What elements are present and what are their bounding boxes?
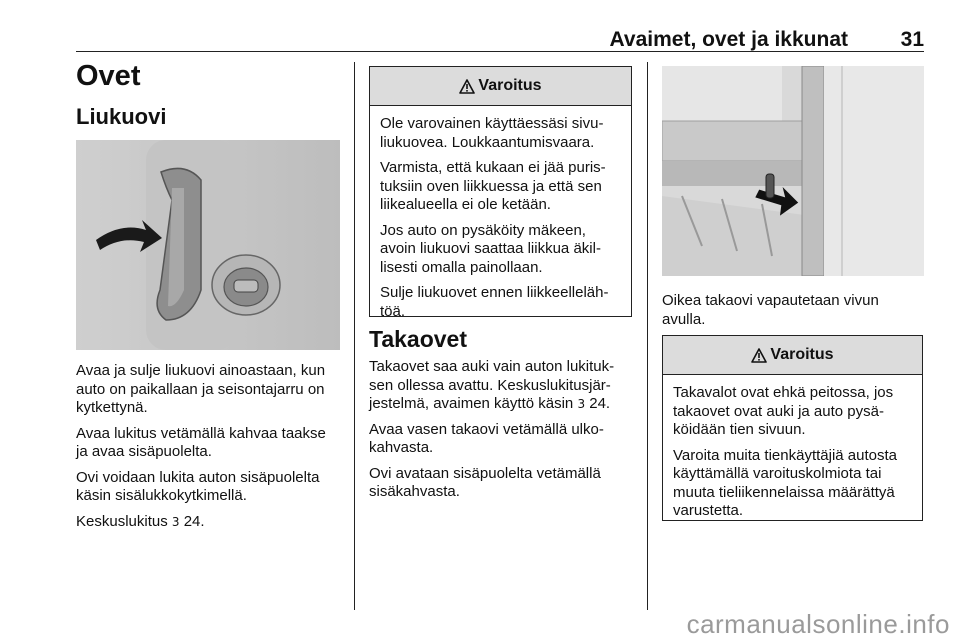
warning-box-rear-doors [662,335,923,521]
xref-symbol: 3 [171,514,180,529]
warning-paragraph: Varmista, että kukaan ei jää puristuksiin oven liikkuessa ja että sen liikealueella ei ole ketään. [380,159,606,213]
paragraph: Avaa vasen takaovi vetämällä ulkokahvasta. [369,420,604,456]
paragraph: Ovi avataan sisäpuolelta vetämällä sisäkahvasta. [369,464,601,500]
warning-triangle-icon [751,348,767,363]
page-number: 31 [900,28,924,51]
warning-paragraph: Takavalot ovat ehkä peitossa, jos takaovet ovat auki ja auto pysäköidään tien sivuun. [673,384,894,438]
paragraph: Avaa lukitus vetämällä kahvaa taakse ja avaa sisäpuolelta. [76,424,326,460]
left-text-block [76,362,340,538]
subsection-heading: Liukuovi [76,104,167,129]
subsection-heading-rear-doors: Takaovet [369,326,468,352]
warning-paragraph: Sulje liukuovet ennen liikkeellelähtöä. [380,284,609,320]
warning-header [370,67,631,106]
header-rule [76,51,924,52]
column-divider-left [354,62,355,610]
xref-page: 24. [183,512,205,530]
rear-door-lever-figure [662,66,924,276]
section-heading: Ovet [76,60,141,92]
warning-triangle-icon [459,79,475,94]
figure-caption [662,292,924,336]
page-header [76,28,924,52]
paragraph-text: Takaovet saa auki vain auton lukituksen ollessa avattu. Keskuslukitusjärjestelmä, avaimen käyttö käsin [369,358,615,412]
warning-header [663,336,922,375]
warning-paragraph: Varoita muita tienkäyttäjiä autosta käyttämällä varoituskolmiota tai muuta tieliikennelaissa määrättyä varustetta. [673,446,898,519]
warning-body [370,106,631,334]
warning-paragraph: Jos auto on pysäköity mäkeen, avoin liukuovi saattaa liikkua äkillisesti omalla painollaan. [380,221,601,276]
column-divider-right [647,62,648,610]
header-title: Avaimet, ovet ja ikkunat [609,28,848,51]
warning-label: Varoitus [770,346,834,363]
paragraph: Ovi voidaan lukita auton sisäpuolelta käsin sisälukkokytkimellä. [76,468,320,504]
xref-label: Keskuslukitus [76,512,168,530]
paragraph-with-xref [369,358,633,414]
caption-text: Oikea takaovi vapautetaan vivun avulla. [662,292,879,328]
xref-page[interactable]: 24. [589,395,611,412]
middle-text-block [369,358,633,509]
warning-label: Varoitus [478,77,542,94]
xref-symbol[interactable]: 3 [577,397,586,411]
cross-reference[interactable] [76,513,340,532]
watermark: carmanualsonline.info [686,609,950,639]
warning-box-sliding-door [369,66,632,320]
sliding-door-handle-figure [76,140,340,350]
warning-paragraph: Ole varovainen käyttäessäsi sivuliukuovea. Loukkaantumisvaara. [380,115,604,151]
paragraph: Avaa ja sulje liukuovi ainoastaan, kun auto on paikallaan ja seisontajarru on kytkettynä. [76,362,326,416]
warning-body [663,375,922,534]
